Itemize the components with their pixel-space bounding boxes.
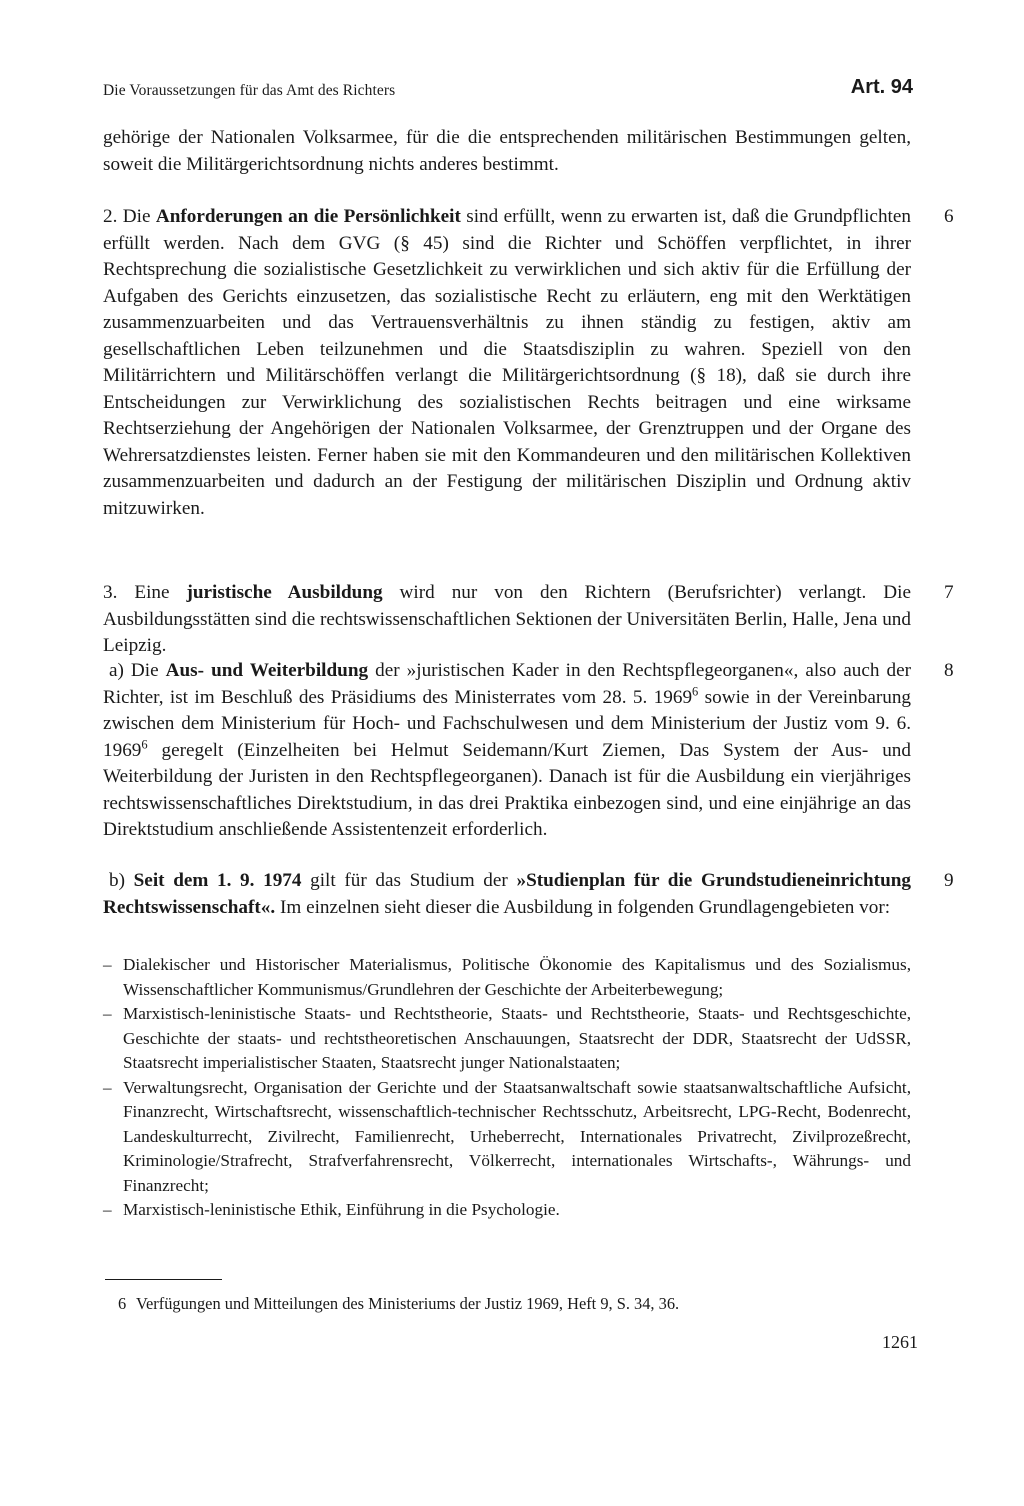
- section-3a-heading: Aus- und Weiterbildung: [165, 660, 369, 681]
- section-3b-text-1: gilt für das Studium der: [301, 870, 517, 891]
- margin-number-8: 8: [944, 660, 954, 681]
- list-item-text: Marxistisch-leninistische Staats- und Rechtstheorie, Staats- und Rechtstheorie, Staats- und Rechtsgeschichte, Geschichte der staats- und rechtstheoretischen Anschauungen, Staatsrecht der DDR, Staatsrecht der UdSSR, Staatsrecht imperialistischer Staaten, Staatsrecht junger Nationalstaaten;: [123, 1004, 911, 1072]
- section-3b-text-2: Im einzelnen sieht dieser die Ausbildung in folgenden Grundlagengebieten vor:: [275, 896, 891, 918]
- intro-paragraph: gehörige der Nationalen Volksarmee, für die die entsprechenden militärischen Bestimmungen gelten, soweit die Militärgerichtsordnung nichts anderes bestimmt.: [103, 127, 911, 175]
- footnote-rule: [105, 1279, 222, 1280]
- section-3a-paragraph: [103, 658, 911, 844]
- section-3b-paragraph: [103, 868, 911, 921]
- page-number: 1261: [882, 1332, 918, 1352]
- section-2-text: sind erfüllt, wenn zu erwarten ist, daß die Grundpflichten erfüllt werden. Nach dem GVG (§ 45) sind die Richter und Schöffen verpflichtet, in ihrer Rechtsprechung die sozialistische Gesetzlichkeit zu verwirklichen und sich aktiv für die Erfüllung der Aufgaben des Gerichts einzusetzen, das sozialistische Recht zu erläutern, eng mit den Werktätigen zusammenzuarbeiten und das Vertrauensverhältnis zu ihnen ständig zu festigen, aktiv am gesellschaftlichen Leben teilzunehmen und die Staatsdisziplin zu wahren. Speziell von den Militärrichtern und Militärschöffen verlangt die Militärgerichtsordnung (§ 18), daß sie durch ihre Entscheidungen zur Verwirklichung des sozialistischen Rechts beitragen und eine wirksame Rechtserziehung der Angehörigen der Nationalen Volksarmee, der Grenztruppen und der Organe des Wehrersatzdienstes leisten. Ferner haben sie mit den Kommandeuren und den militärischen Kollektiven zusammenzuarbeiten und dadurch an der Festigung der militärischen Disziplin und Ordnung aktiv mitzuwirken.: [103, 206, 911, 519]
- section-2-heading: Anforderungen an die Persönlichkeit: [155, 206, 461, 227]
- dash-bullet: –: [103, 1004, 112, 1023]
- footnote-ref: 6: [141, 737, 148, 752]
- article-number: Art. 94: [850, 76, 913, 98]
- footnote-ref: 6: [692, 684, 699, 699]
- running-head: Die Voraussetzungen für das Amt des Richters: [103, 82, 396, 99]
- list-item: [103, 953, 911, 1002]
- section-2-paragraph: [103, 204, 911, 522]
- section-3b-plan-title: »Studienplan für die Grundstudieneinrichtung Rechtswissenschaft«.: [103, 870, 911, 918]
- section-3a-text-3: geregelt (Einzelheiten bei Helmut Seidemann/Kurt Ziemen, Das System der Aus- und Weiterbildung der Juristen in den Rechtspflegeorganen). Danach ist für die Ausbildung ein vierjähriges rechtswissenschaftliches Direktstudium, in das drei Praktika einbezogen sind, und eine einjährige an das Direktstudium anschließende Assistentenzeit erforderlich.: [103, 739, 911, 840]
- dash-bullet: –: [103, 1077, 112, 1097]
- footnote-number: 6: [118, 1294, 127, 1313]
- section-3-heading: juristische Ausbildung: [186, 582, 383, 603]
- list-item: [103, 1076, 911, 1199]
- footnote: [118, 1293, 679, 1315]
- page-header: [103, 76, 913, 106]
- section-3-text: wird nur von den Richtern (Berufsrichter) verlangt. Die Ausbildungsstätten sind die rechtswissenschaftlichen Sektionen der Universitäten Berlin, Halle, Jena und Leipzig.: [103, 582, 911, 656]
- section-3-paragraph: [103, 580, 911, 660]
- dash-bullet: –: [103, 1200, 112, 1219]
- list-item-text: Marxistisch-leninistische Ethik, Einführung in die Psychologie.: [123, 1200, 560, 1219]
- list-item-text: Verwaltungsrecht, Organisation der Gerichte und der Staatsanwaltschaft sowie staatsanwaltschaftliche Aufsicht, Finanzrecht, Wirtschaftsrecht, wissenschaftlich-technischer Rechtsschutz, Arbeitsrecht, LPG-Recht, Bodenrecht, Landeskulturrecht, Zivilrecht, Familienrecht, Urheberrecht, Internationales Privatrecht, Zivilprozeßrecht, Kriminologie/Strafrecht, Strafverfahrensrecht, Völkerrecht, internationales Wirtschafts-, Währungs- und Finanzrecht;: [123, 1077, 911, 1195]
- section-3a-text-1: der »juristischen Kader in den Rechtspflegeorganen«, also auch der Richter, ist im Beschluß des Präsidiums des Ministerrates vom 28. 5. 1969: [103, 660, 911, 708]
- section-3a-number: a) Die: [109, 660, 166, 681]
- section-2-number: 2. Die: [103, 206, 156, 227]
- section-3a-text-2: sowie in der Vereinbarung zwischen dem Ministerium für Hoch- und Fachschulwesen und dem Ministerium der Justiz vom 9. 6. 1969: [103, 686, 912, 761]
- list-item: [103, 1002, 911, 1076]
- margin-number-6: 6: [944, 206, 954, 227]
- section-3b-date: Seit dem 1. 9. 1974: [133, 870, 302, 891]
- section-3b-number: b): [109, 870, 134, 891]
- margin-number-7: 7: [944, 582, 954, 603]
- section-3-number: 3. Eine: [103, 582, 187, 603]
- subject-list: [103, 953, 911, 1223]
- margin-number-9: 9: [944, 870, 954, 891]
- dash-bullet: –: [103, 955, 112, 974]
- list-item-text: Dialekischer und Historischer Materialismus, Politische Ökonomie des Kapitalismus und des Sozialismus, Wissenschaftlicher Kommunismus/Grundlehren der Geschichte der Arbeiterbewegung;: [123, 955, 911, 999]
- footnote-text: Verfügungen und Mitteilungen des Ministeriums der Justiz 1969, Heft 9, S. 34, 36.: [136, 1294, 680, 1313]
- list-item: [103, 1198, 911, 1223]
